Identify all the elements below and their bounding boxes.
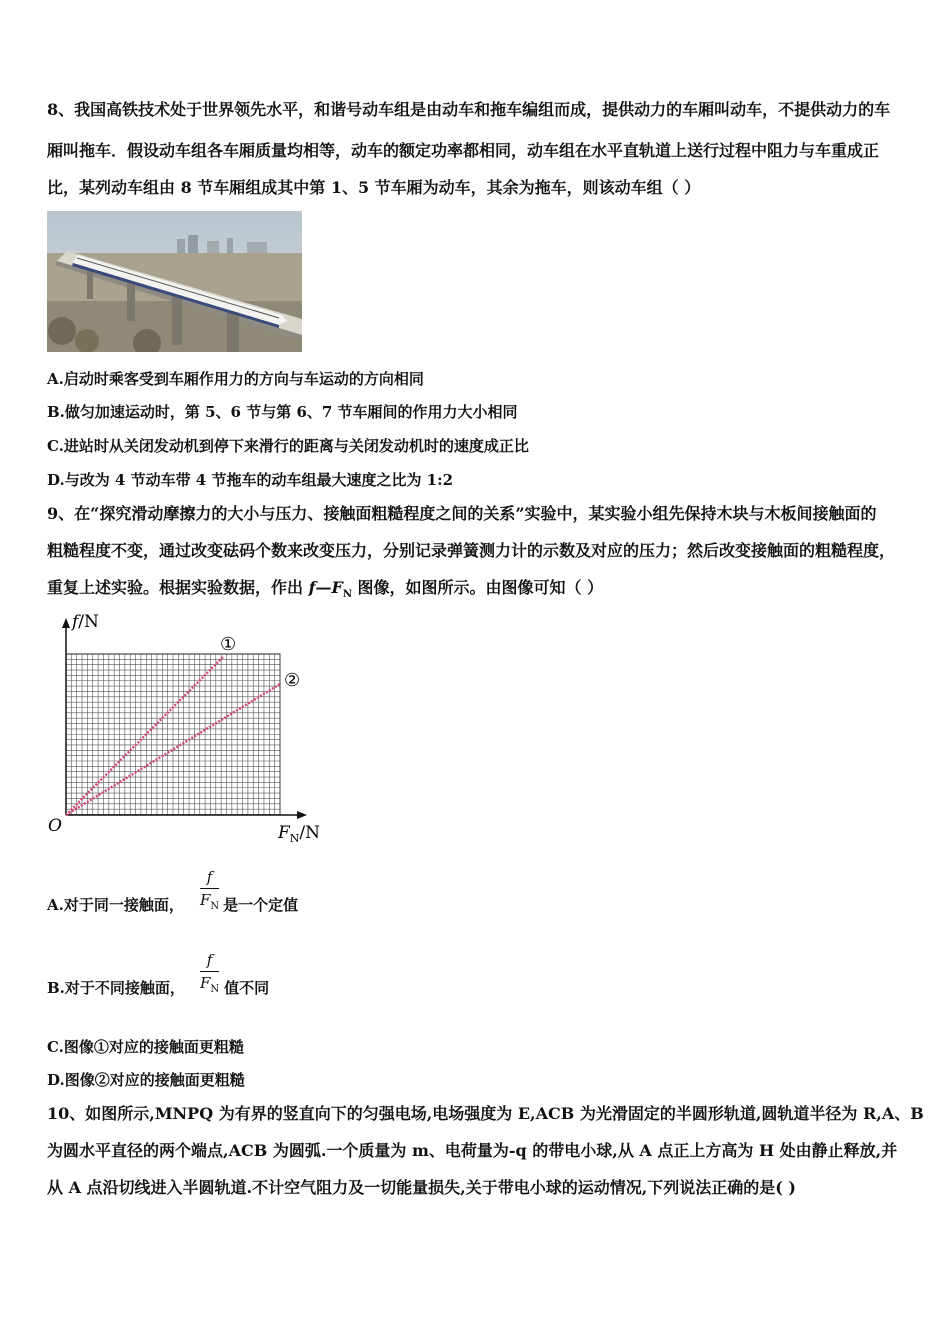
q9-option-b: B.对于不同接触面， 值不同 — [47, 979, 270, 997]
q9-option-c: C.图像①对应的接触面更粗糙 — [47, 1038, 244, 1056]
y-axis-arrow — [62, 618, 70, 628]
q9-option-a-fraction: f $F_N$ — [200, 868, 220, 912]
q8-option-d: D.与改为 4 节动车带 4 节拖车的动车组最大速度之比为 1:2 — [47, 471, 454, 489]
q8-stem-line-1: 8、我国高铁技术处于世界领先水平，和谐号动车组是由动车和拖车编组而成，提供动力的车厢叫动车，不提供动力的车 — [47, 100, 891, 119]
q8-option-c: C.进站时从关闭发动机到停下来滑行的距离与关闭发动机时的速度成正比 — [47, 437, 529, 455]
q9-option-b-fraction: f $F_N$ — [200, 951, 220, 995]
q10-stem-line-1: 10、如图所示,MNPQ 为有界的竖直向下的匀强电场,电场强度为 E,ACB 为光滑固定的半圆形轨道,圆轨道半径为 R,A、B — [47, 1104, 924, 1123]
q10-stem-line-3: 从 A 点沿切线进入半圆轨道.不计空气阻力及一切能量损失,关于带电小球的运动情况,下列说法正确的是( ) — [47, 1178, 796, 1197]
x-axis-arrow — [297, 811, 307, 819]
y-axis-label: f/N — [72, 612, 99, 632]
q8-stem-line-3: 比，某列动车组由 8 节车厢组成其中第 1、5 节车厢为动车，其余为拖车，则该动车组（ ） — [47, 178, 701, 197]
q9-stem-line-3: 重复上述实验。根据实验数据，作出 $f—F_N$ 图像，如图所示。由图像可知（ ） — [47, 578, 604, 601]
q9-stem-line-1: 9、在“探究滑动摩擦力的大小与压力、接触面粗糙程度之间的关系”实验中，某实验小组先保持木块与木板间接触面的 — [47, 504, 877, 523]
origin-label: O — [48, 816, 62, 836]
q8-option-b: B.做匀加速运动时，第 5、6 节与第 6、7 节车厢间的作用力大小相同 — [47, 403, 518, 421]
graph-line-1-label: ① — [220, 634, 237, 655]
graph-line-2-label: ② — [284, 670, 301, 691]
x-axis-label: $F_N/N$ — [278, 823, 321, 845]
q10-stem-line-2: 为圆水平直径的两个端点,ACB 为圆弧.一个质量为 m、电荷量为-q 的带电小球,从 A 点正上方高为 H 处由静止释放,并 — [47, 1141, 898, 1160]
q9-option-a: A.对于同一接触面， 是一个定值 — [47, 896, 299, 914]
high-speed-train-photo — [47, 211, 302, 352]
q8-stem-line-2: 厢叫拖车．假设动车组各车厢质量均相等，动车的额定功率都相同，动车组在水平直轨道上送行过程中阻力与车重成正 — [47, 141, 880, 160]
q9-option-d: D.图像②对应的接触面更粗糙 — [47, 1071, 245, 1089]
f-fn-graph — [44, 610, 344, 850]
graph-line-1 — [66, 656, 224, 815]
q9-stem-line-2: 粗糙程度不变，通过改变砝码个数来改变压力，分别记录弹簧测力计的示数及对应的压力；然后改变接触面的粗糙程度， — [47, 541, 896, 560]
q8-option-a: A.启动时乘客受到车厢作用力的方向与车运动的方向相同 — [47, 370, 424, 388]
